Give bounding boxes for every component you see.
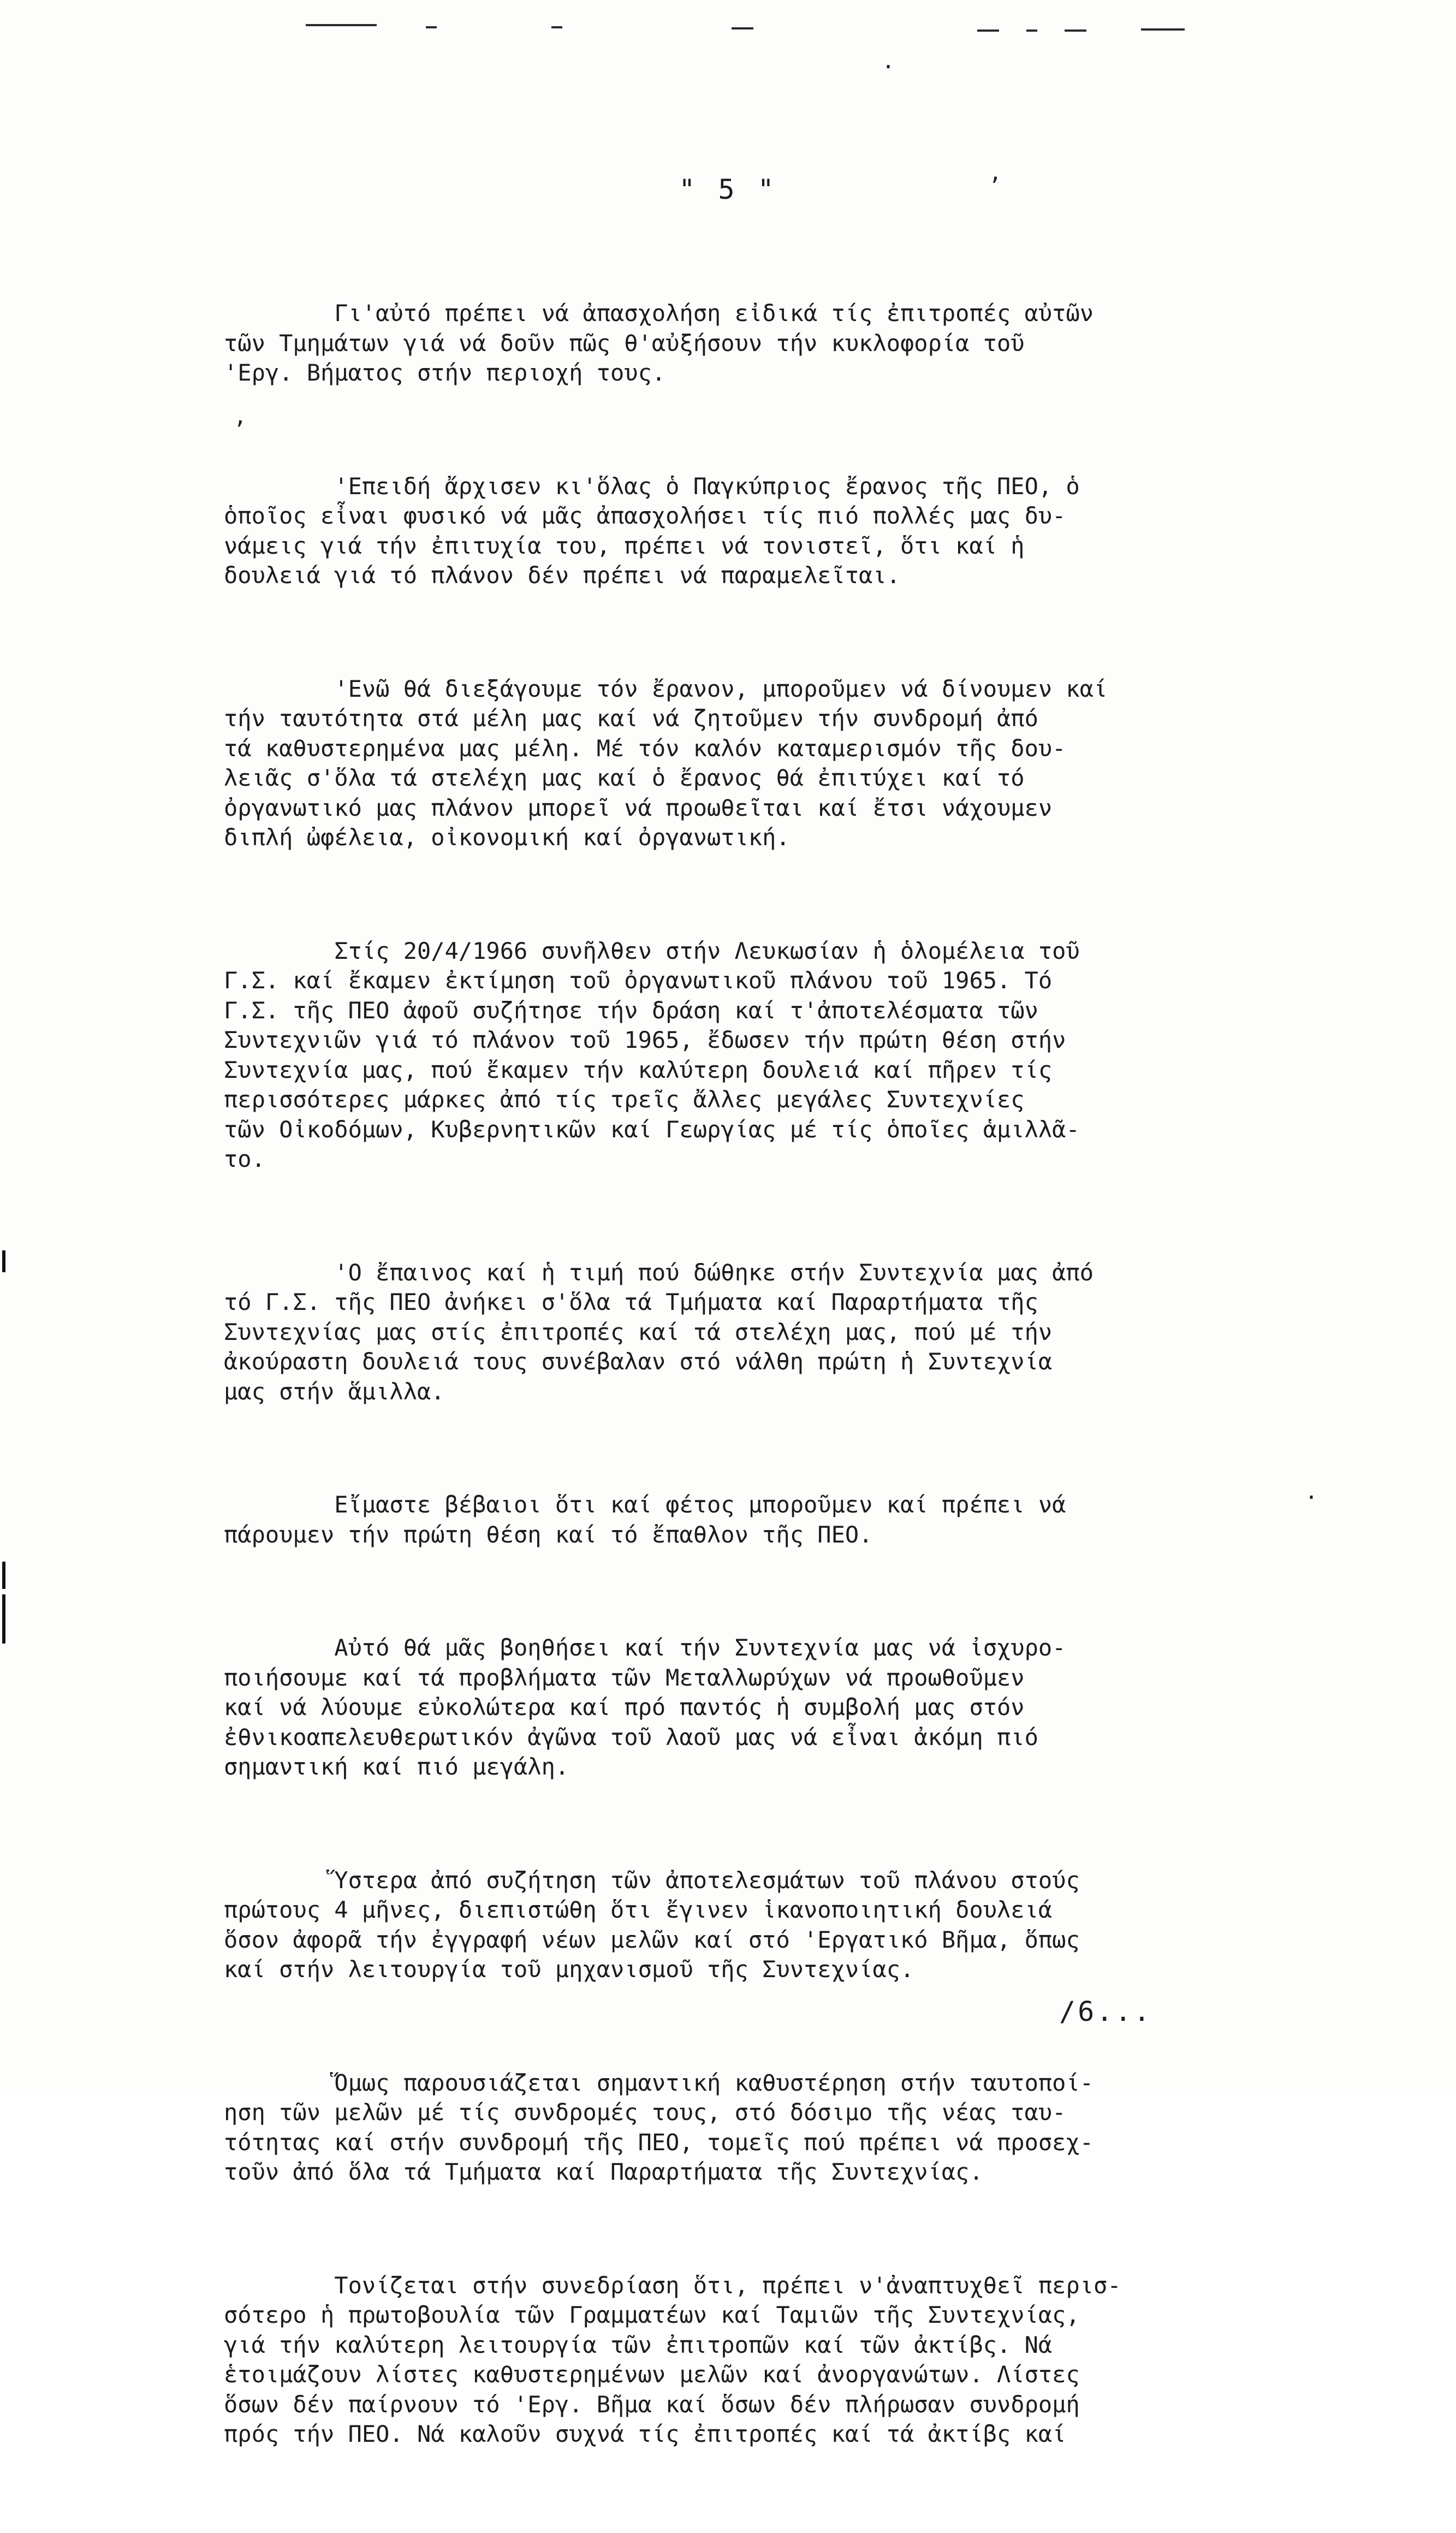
paragraph: 'Ο ἔπαινος καί ἡ τιμή πού δώθηκε στήν Συντεχνία μας ἀπό τό Γ.Σ. τῆς ΠΕΟ ἀνήκει σ'ὅλα τά Τμήματα καί Παραρτήματα τῆς Συντεχνίας μας στίς ἐπιτροπές καί τά στελέχη μας, πού μέ τήν ἀκούραστη δουλειά τους συνέβαλαν στό νάλθη πρώτη ἡ Συντεχνία μας στήν ἅμιλλα.: [224, 1259, 1094, 1405]
paragraph: Ὅμως παρουσιάζεται σημαντική καθυστέρηση στήν ταυτοποί- ηση τῶν μελῶν μέ τίς συνδρομές τους, στό δόσιμο τῆς νέας ταυ- τότητας καί στήν συνδρομή τῆς ΠΕΟ, τομεῖς πού πρέπει νά προσεχ- τοῦν ἀπό ὅλα τά Τμήματα καί Παραρτήματα τῆς Συντεχνίας.: [224, 2069, 1094, 2185]
paragraph: Αὐτό θά μᾶς βοηθήσει καί τήν Συντεχνία μας νά ἰσχυρο- ποιήσουμε καί τά προβλήματα τῶν Μεταλλωρύχων νά προωθοῦμεν καί νά λύουμε εὐκολώτερα καί πρό παντός ἡ συμβολή μας στόν ἐθνικοαπελευθερωτικόν ἀγῶνα τοῦ λαοῦ μας νά εἶναι ἀκόμη πιό σημαντική καί πιό μεγάλη.: [224, 1634, 1066, 1780]
binding-mark: [2, 1594, 5, 1644]
scan-artifact-dash: [306, 24, 377, 26]
binding-mark: [2, 1250, 5, 1272]
stray-mark: ·: [1305, 1485, 1318, 1510]
scan-artifact-dash: [732, 27, 753, 29]
scan-artifact-dash: [426, 26, 437, 28]
paragraph: 'Ενῶ θά διεξάγουμε τόν ἔρανον, μποροῦμεν νά δίνουμεν καί τήν ταυτότητα στά μέλη μας καί νά ζητοῦμεν τήν συνδρομή ἀπό τά καθυστερημένα μας μέλη. Μέ τόν καλόν καταμερισμόν τῆς δου- λειᾶς σ'ὅλα τά στελέχη μας καί ὁ ἔρανος θά ἐπιτύχει καί τό ὀργανωτικό μας πλάνον μπορεῖ νά προωθεῖται καί ἔτσι νάχουμεν διπλή ὠφέλεια, οἰκονομική καί ὀργανωτική.: [224, 675, 1108, 851]
stray-mark: ·: [882, 55, 895, 80]
scan-artifact-dash: [1141, 28, 1185, 31]
paragraph: Τονίζεται στήν συνεδρίαση ὅτι, πρέπει ν'ἀναπτυχθεῖ περισ- σότερο ἡ πρωτοβουλία τῶν Γραμματέων καί Ταμιῶν τῆς Συντεχνίας, γιά τήν καλύτερη λειτουργία τῶν ἐπιτροπῶν καί τῶν ἀκτίβς. Νά ἑτοιμάζουν λίστες καθυστερημένων μελῶν καί ἀνοργανώτων. Λίστες ὅσων δέν παίρνουν τό 'Εργ. Βῆμα καί ὅσων δέν πλήρωσαν συνδρομή πρός τήν ΠΕΟ. Νά καλοῦν συχνά τίς ἐπιτροπές καί τά ἀκτίβς καί: [224, 2271, 1121, 2447]
page-number: " 5 ": [679, 174, 777, 205]
continuation-marker: /6...: [1059, 1996, 1152, 2027]
paragraph: Στίς 20/4/1966 συνῆλθεν στήν Λευκωσίαν ἡ ὁλομέλεια τοῦ Γ.Σ. καί ἔκαμεν ἐκτίμηση τοῦ ὀργανωτικοῦ πλάνου τοῦ 1965. Τό Γ.Σ. τῆς ΠΕΟ ἀφοῦ συζήτησε τήν δράση καί τ'ἀποτελέσματα τῶν Συντεχνιῶν γιά τό πλάνον τοῦ 1965, ἔδωσεν τήν πρώτη θέση στήν Συντεχνία μας, πού ἔκαμεν τήν καλύτερη δουλειά καί πῆρεν τίς περισσότερες μάρκες ἀπό τίς τρεῖς ἄλλες μεγάλες Συντεχνίες τῶν Οἰκοδόμων, Κυβερνητικῶν καί Γεωργίας μέ τίς ὁποῖες ἁμιλλᾶ- το.: [224, 937, 1080, 1172]
scan-artifact-dash: [1065, 29, 1086, 32]
body-text: [224, 239, 1305, 2533]
scan-artifact-dash: [551, 26, 562, 28]
stray-mark: ’: [988, 174, 1002, 199]
scan-artifact-dash: [977, 29, 999, 32]
paragraph: Εἴμαστε βέβαιοι ὅτι καί φέτος μποροῦμεν καί πρέπει νά πάρουμεν τήν πρώτη θέση καί τό ἔπαθλον τῆς ΠΕΟ.: [224, 1491, 1066, 1548]
scan-artifact-dash: [1026, 29, 1037, 32]
stray-mark: ,: [234, 404, 247, 429]
paragraph: Γι'αὐτό πρέπει νά ἀπασχολήση εἰδικά τίς ἐπιτροπές αὐτῶν τῶν Τμημάτων γιά νά δοῦν πῶς θ'αὐξήσουν τήν κυκλοφορία τοῦ 'Εργ. Βήματος στήν περιοχή τους.: [224, 300, 1094, 386]
paragraph: 'Επειδή ἄρχισεν κι'ὅλας ὁ Παγκύπριος ἔρανος τῆς ΠΕΟ, ὁ ὁποῖος εἶναι φυσικό νά μᾶς ἀπασχολήσει τίς πιό πολλές μας δυ- νάμεις γιά τήν ἐπιτυχία του, πρέπει νά τονιστεῖ, ὅτι καί ἡ δουλειά γιά τό πλάνον δέν πρέπει νά παραμελεῖται.: [224, 472, 1080, 589]
paragraph: Ὕστερα ἀπό συζήτηση τῶν ἀποτελεσμάτων τοῦ πλάνου στούς πρώτους 4 μῆνες, διεπιστώθη ὅτι ἔγινεν ἱκανοποιητική δουλειά ὅσον ἀφορᾶ τήν ἐγγραφή νέων μελῶν καί στό 'Εργατικό Βῆμα, ὅπως καί στήν λειτουργία τοῦ μηχανισμοῦ τῆς Συντεχνίας.: [224, 1866, 1080, 1983]
binding-mark: [2, 1562, 5, 1589]
